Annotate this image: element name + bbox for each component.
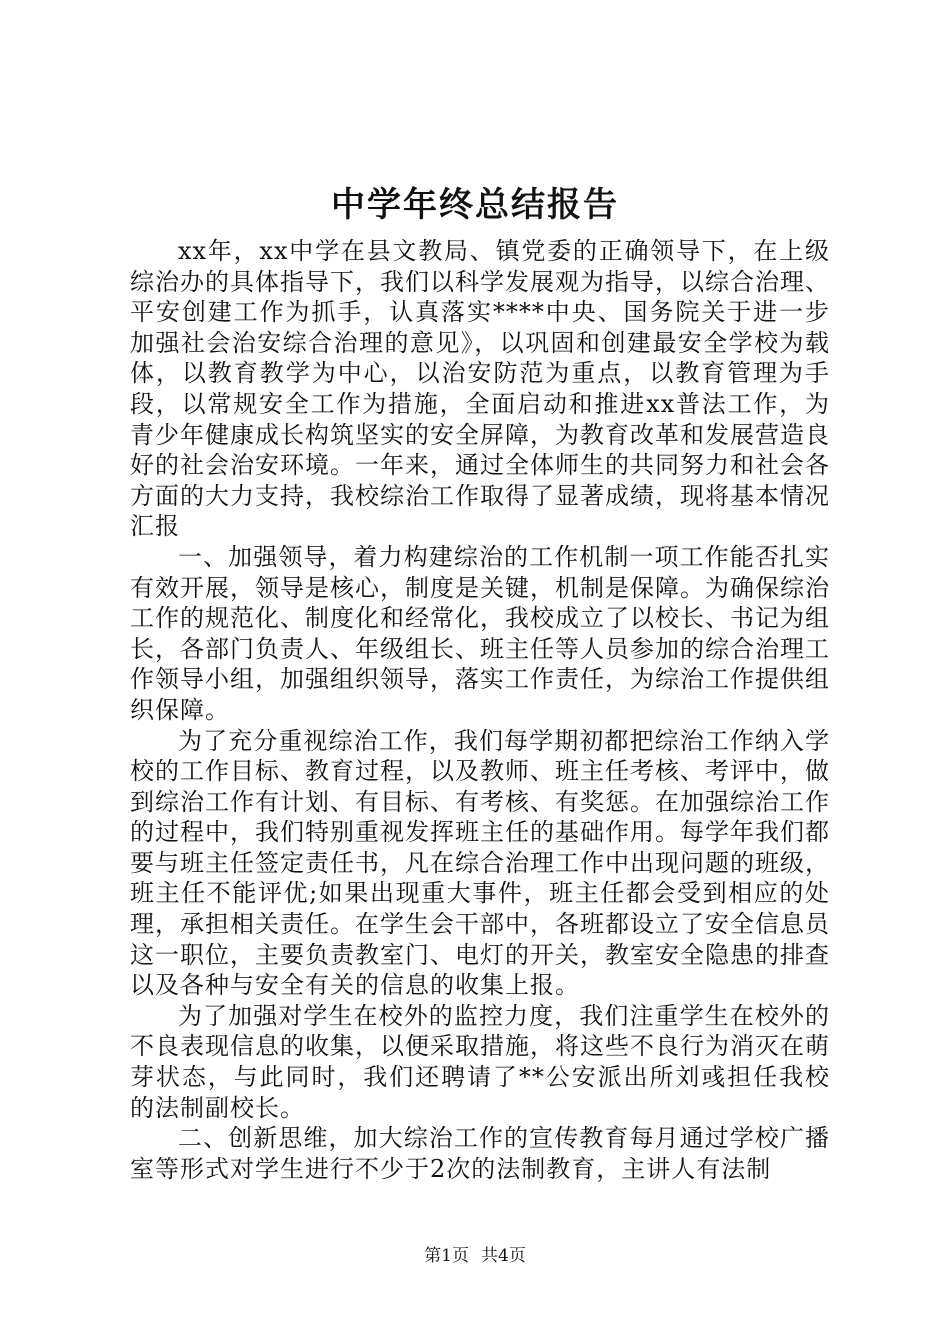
paragraph-offcampus-monitoring: 为了加强对学生在校外的监控力度，我们注重学生在校外的不良表现信息的收集，以便采取措施，将这些不良行为消灭在萌芽状态，与此同时，我们还聘请了**公安派出所刘彧担任我校的法制副校长。: [130, 1001, 830, 1122]
page-footer: [0, 1244, 950, 1268]
page-total: 共4页: [481, 1246, 526, 1266]
document-title: 中学年终总结报告: [331, 185, 619, 225]
paragraph-section-two: 二、创新思维，加大综治工作的宣传教育每月通过学校广播室等形式对学生进行不少于2次的法制教育，主讲人有法制: [130, 1124, 830, 1183]
paragraph-responsibility: 为了充分重视综治工作，我们每学期初都把综治工作纳入学校的工作目标、教育过程，以及教师、班主任考核、考评中，做到综治工作有计划、有目标、有考核、有奖惩。在加强综治工作的过程中，我们特别重视发挥班主任的基础作用。每学年我们都要与班主任签定责任书，凡在综合治理工作中出现问题的班级，班主任不能评优;如果出现重大事件，班主任都会受到相应的处理，承担相关责任。在学生会干部中，各班都设立了安全信息员这一职位，主要负责教室门、电灯的开关，教室安全隐患的排查以及各种与安全有关的信息的收集上报。: [130, 726, 830, 1000]
document-body: [130, 236, 830, 1184]
paragraph-section-one: 一、加强领导，着力构建综治的工作机制一项工作能否扎实有效开展，领导是核心，制度是关键，机制是保障。为确保综治工作的规范化、制度化和经常化，我校成立了以校长、书记为组长，各部门负责人、年级组长、班主任等人员参加的综合治理工作领导小组，加强组织领导，落实工作责任，为综治工作提供组织保障。: [130, 542, 830, 724]
paragraph-intro: xx年，xx中学在县文教局、镇党委的正确领导下，在上级综治办的具体指导下，我们以科学发展观为指导，以综合治理、平安创建工作为抓手，认真落实****中央、国务院关于进一步加强社会治安综合治理的意见》，以巩固和创建最安全学校为载体，以教育教学为中心，以治安防范为重点，以教育管理为手段，以常规安全工作为措施，全面启动和推进xx普法工作，为青少年健康成长构筑坚实的安全屏障，为教育改革和发展营造良好的社会治安环境。一年来，通过全体师生的共同努力和社会各方面的大力支持，我校综治工作取得了显著成绩，现将基本情况汇报: [130, 237, 830, 541]
page-number: 第1页: [424, 1246, 469, 1266]
